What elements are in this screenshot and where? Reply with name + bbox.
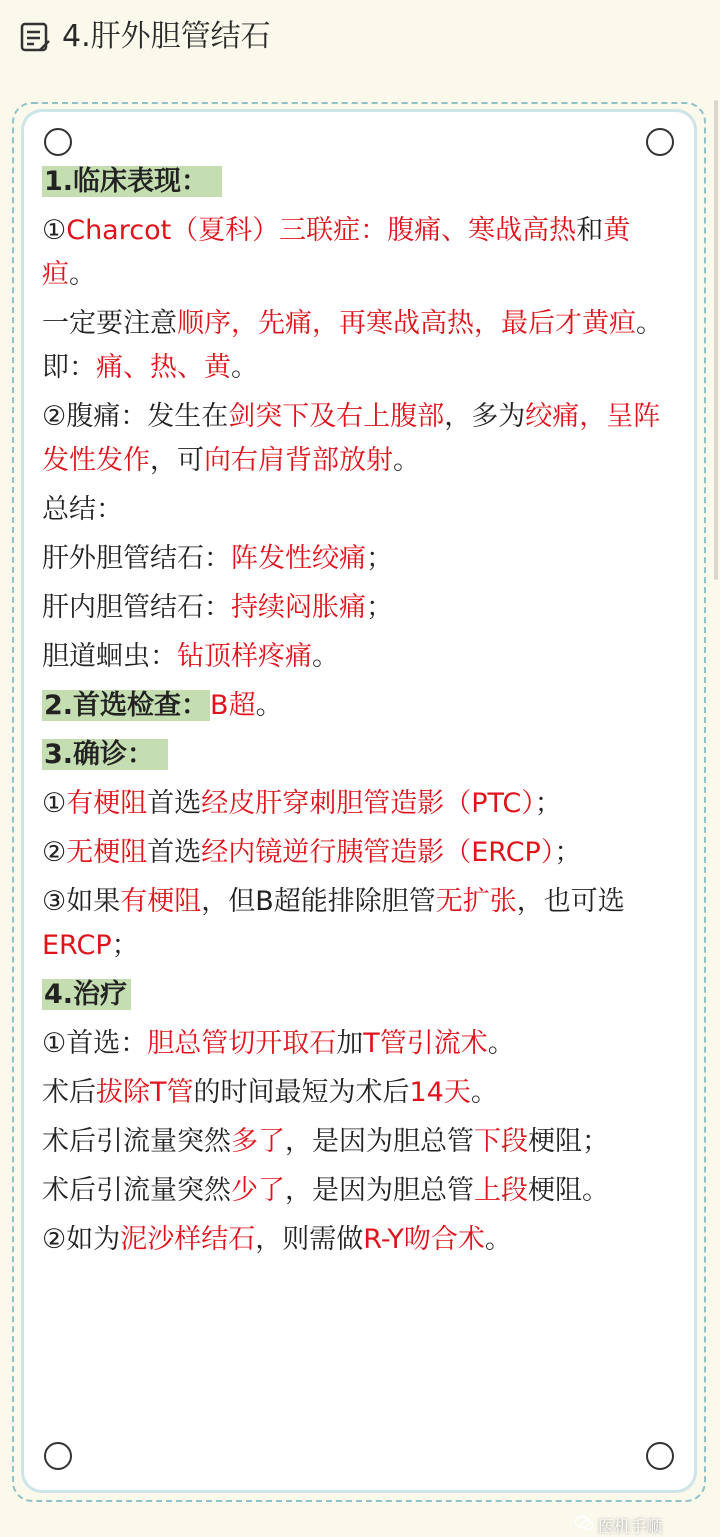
text: 。: [484, 1224, 512, 1255]
red-text: 阵发性绞痛: [231, 543, 366, 574]
text: 加: [336, 1028, 364, 1059]
text: 。: [393, 445, 420, 476]
text: 肝内胆管结石：: [42, 592, 231, 623]
paragraph: [42, 831, 674, 875]
text: 。即：: [42, 308, 663, 383]
text: 术后: [42, 1077, 96, 1108]
red-text: 经内镜逆行胰管造影（ERCP）: [201, 837, 555, 868]
text: 。: [255, 690, 283, 721]
text: ；: [366, 592, 393, 623]
text: ；: [554, 837, 582, 868]
note-content: [42, 160, 674, 1267]
red-text: 泥沙样结石: [120, 1224, 256, 1255]
text: 。: [312, 641, 339, 672]
red-text: 持续闷胀痛: [231, 592, 366, 623]
paragraph: [42, 302, 674, 390]
watermark-text: 医机手顺: [598, 1517, 663, 1536]
text: ；: [111, 930, 139, 961]
red-text: 绞痛，呈阵发性发作: [42, 401, 661, 476]
text: 和: [576, 215, 604, 246]
red-text: 黄疸: [42, 215, 631, 290]
red-text: 有梗阻: [120, 886, 202, 917]
paragraph: 总结：: [42, 494, 123, 525]
text: ③如果: [42, 886, 121, 917]
red-text: 腹痛、寒战高热: [387, 215, 577, 246]
text: ，是因为胆总管: [285, 1175, 474, 1206]
section-heading: [42, 973, 674, 1017]
text: 梗阻。: [528, 1175, 609, 1206]
red-text: 拔除T管: [96, 1077, 194, 1108]
text: ，则需做: [255, 1224, 364, 1255]
text: 首选: [147, 837, 202, 868]
red-text: 少了: [231, 1175, 285, 1206]
text: 。: [69, 259, 96, 290]
text: 。: [231, 352, 258, 383]
text: ①首选：: [42, 1028, 148, 1059]
corner-circle-icon: [44, 1442, 72, 1470]
paragraph: [42, 395, 674, 483]
text: ②如为: [42, 1224, 121, 1255]
red-text: 14天: [409, 1077, 471, 1108]
paragraph: [42, 880, 674, 968]
text: 。: [470, 1077, 498, 1108]
text: 梗阻；: [528, 1126, 609, 1157]
heading-exam: 2.首选检查：: [44, 690, 209, 721]
red-text: 钻顶样疼痛: [177, 641, 312, 672]
paragraph: [42, 586, 674, 630]
heading-diagnosis: 3.确诊：: [42, 739, 168, 770]
text: ，多为: [444, 401, 526, 432]
wechat-icon: [574, 1515, 594, 1531]
text: 一定要注意: [42, 308, 177, 339]
corner-circle-icon: [44, 128, 72, 156]
text: 胆道蛔虫：: [42, 641, 177, 672]
text: ②腹痛：发生在: [42, 401, 229, 432]
text: 术后引流量突然: [42, 1126, 231, 1157]
red-text: R-Y吻合术: [363, 1224, 485, 1255]
red-text: 无扩张: [435, 886, 517, 917]
text: ，也可选: [516, 886, 625, 917]
paragraph: [42, 1120, 674, 1164]
text: ①: [42, 788, 67, 819]
note-icon: [18, 20, 52, 54]
paragraph: [42, 1169, 674, 1213]
corner-circle-icon: [646, 128, 674, 156]
text: 首选: [147, 788, 202, 819]
text: ①: [42, 215, 67, 246]
text: ，是因为胆总管: [285, 1126, 474, 1157]
paragraph: [42, 209, 674, 297]
text: 肝外胆管结石：: [42, 543, 231, 574]
page-title: 4.肝外胆管结石: [62, 19, 271, 54]
section-heading: [42, 160, 674, 204]
text: ，但B超能排除胆管: [201, 886, 436, 917]
scrollbar[interactable]: [714, 100, 718, 580]
red-text: 剑突下及右上腹部: [228, 401, 445, 432]
red-text: ERCP: [42, 930, 112, 961]
red-text: 胆总管切开取石: [147, 1028, 337, 1059]
paragraph: [42, 1218, 674, 1262]
text: ；: [366, 543, 393, 574]
corner-circle-icon: [646, 1442, 674, 1470]
section-heading: [42, 733, 674, 777]
red-text: 痛、热、黄: [96, 352, 231, 383]
red-text: 顺序，先痛，再寒战高热，最后才黄疸: [177, 308, 636, 339]
text: 。: [487, 1028, 515, 1059]
red-text: B超: [210, 690, 256, 721]
paragraph: [42, 782, 674, 826]
text: 术后引流量突然: [42, 1175, 231, 1206]
paragraph: [42, 635, 674, 679]
red-text: 上段: [474, 1175, 528, 1206]
text: ，可: [150, 445, 204, 476]
heading-treatment: 4.治疗: [42, 979, 131, 1010]
section-heading: [42, 684, 674, 728]
paragraph: [42, 1022, 674, 1066]
header: [0, 0, 720, 80]
text: ②: [42, 837, 67, 868]
paragraph: [42, 1071, 674, 1115]
heading-clinical: 1.临床表现：: [42, 166, 222, 197]
red-text: 向右肩背部放射: [204, 445, 393, 476]
red-text: 经皮肝穿刺胆管造影（PTC）: [201, 788, 535, 819]
text: ；: [534, 788, 562, 819]
red-text: 多了: [231, 1126, 285, 1157]
red-text: 下段: [474, 1126, 528, 1157]
red-text: Charcot（夏科）三联症：: [66, 215, 388, 246]
red-text: T管引流术: [363, 1028, 488, 1059]
red-text: 有梗阻: [66, 788, 148, 819]
red-text: 无梗阻: [66, 837, 148, 868]
paragraph: [42, 537, 674, 581]
text: 的时间最短为术后: [193, 1077, 410, 1108]
